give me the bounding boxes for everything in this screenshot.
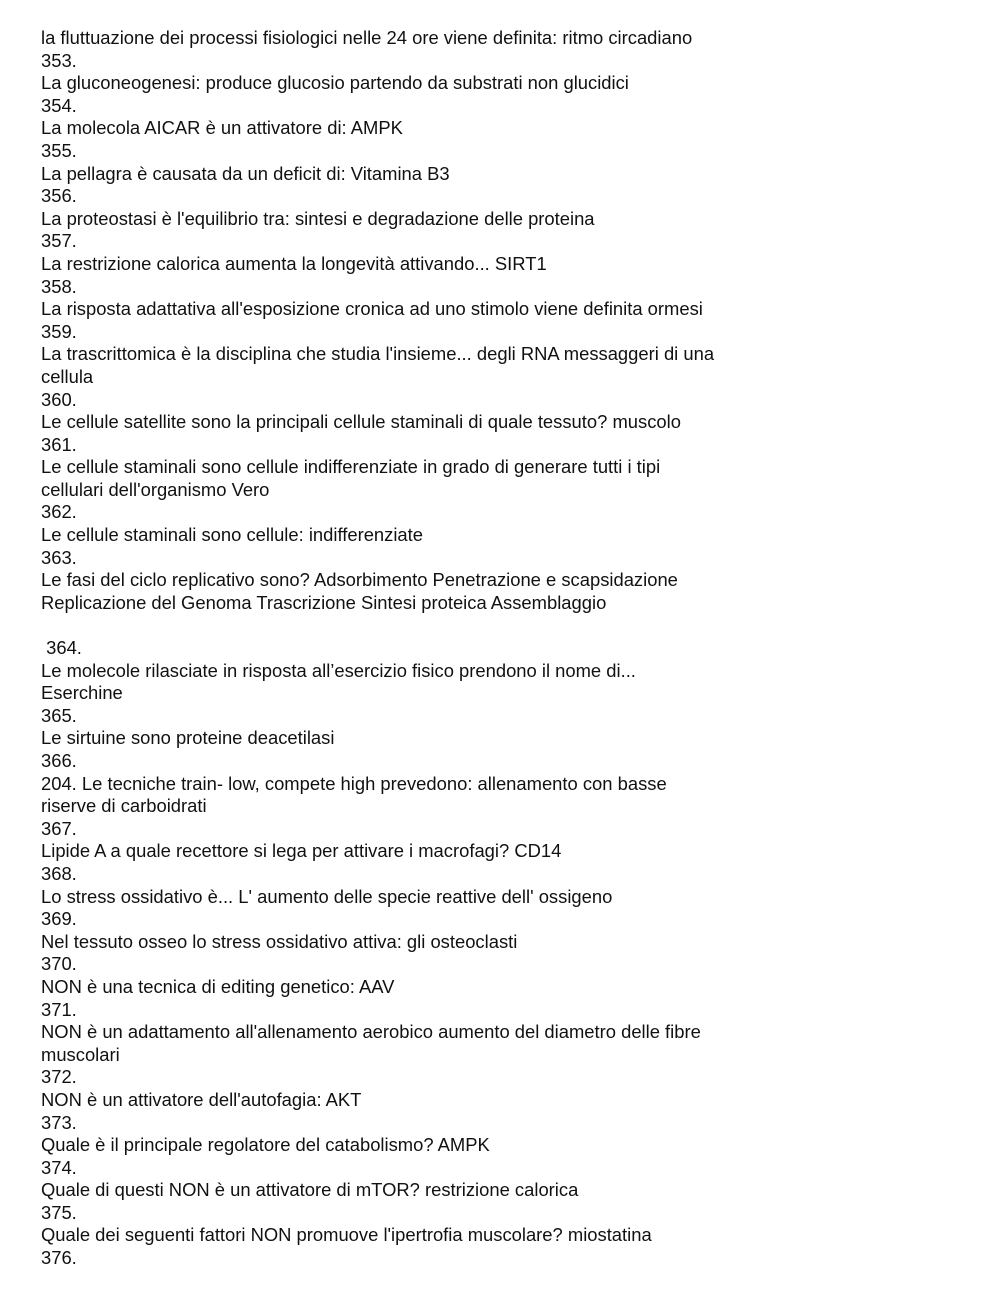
text-line: Le cellule staminali sono cellule indifferenziate in grado di generare tutti i tipi: [41, 456, 661, 478]
text-line: 366.: [41, 750, 77, 771]
text-line: 362.: [41, 501, 77, 523]
text-line: Eserchine: [41, 682, 123, 704]
text-line: La molecola AICAR è un attivatore di: AMPK: [41, 117, 403, 139]
text-line: 353.: [41, 49, 77, 71]
text-line: 204. Le tecniche train- low, compete high prevedono: allenamento con basse: [41, 772, 667, 794]
text-line: Le cellule staminali sono cellule: indifferenziate: [41, 524, 424, 546]
text-line: 361.: [41, 433, 77, 455]
text-line: la fluttuazione dei processi fisiologici nelle 24 ore viene definita: ritmo circadiano: [41, 27, 693, 48]
text-line: Quale di questi NON è un attivatore di mTOR? restrizione calorica: [41, 1179, 579, 1201]
text-line: cellula: [41, 365, 94, 387]
text-line: 365.: [41, 704, 77, 726]
text-line: 363.: [41, 546, 77, 568]
text-line: La trascrittomica è la disciplina che studia l'insieme... degli RNA messaggeri di una: [41, 343, 715, 365]
text-line: NON è un adattamento all'allenamento aerobico aumento del diametro delle fibre: [41, 1021, 701, 1043]
text-line: riserve di carboidrati: [41, 795, 207, 817]
text-line: 371.: [41, 998, 77, 1020]
text-line: Lipide A a quale recettore si lega per attivare i macrofagi? CD14: [41, 840, 562, 862]
text-line: 354.: [41, 94, 77, 116]
text-line: NON è un attivatore dell'autofagia: AKT: [41, 1088, 362, 1110]
text-line: muscolari: [41, 1043, 120, 1065]
text-line: Le cellule satellite sono la principali cellule staminali di quale tessuto? muscolo: [41, 411, 681, 433]
text-line: Lo stress ossidativo è... L' aumento delle specie reattive dell' ossigeno: [41, 885, 613, 907]
text-line: 374.: [41, 1156, 77, 1178]
text-line: 376.: [41, 1247, 77, 1269]
text-line: 375.: [41, 1201, 77, 1223]
text-line: Le sirtuine sono proteine deacetilasi: [41, 727, 335, 749]
text-line: Le molecole rilasciate in risposta all’esercizio fisico prendono il nome di...: [41, 659, 636, 681]
text-line: 359.: [41, 320, 77, 342]
text-line: 373.: [41, 1111, 77, 1133]
text-line: La restrizione calorica aumenta la longevità attivando... SIRT1: [41, 252, 547, 274]
text-line: 356.: [41, 185, 77, 207]
text-line: 355.: [41, 139, 77, 161]
text-line: 367.: [41, 817, 77, 839]
text-line: La pellagra è causata da un deficit di: Vitamina B3: [41, 162, 450, 184]
text-line: Le fasi del ciclo replicativo sono? Adsorbimento Penetrazione e scapsidazione: [41, 569, 678, 591]
text-line: 357.: [41, 230, 77, 252]
document-page: [41, 27, 801, 1270]
text-line: 358.: [41, 275, 77, 297]
text-line: 360.: [41, 388, 77, 410]
text-line: 369.: [41, 908, 77, 930]
text-line: 364.: [41, 637, 82, 659]
text-line: 368.: [41, 862, 77, 884]
text-line: 370.: [41, 953, 77, 975]
text-line: Quale è il principale regolatore del catabolismo? AMPK: [41, 1134, 490, 1156]
text-line: Nel tessuto osseo lo stress ossidativo attiva: gli osteoclasti: [41, 930, 518, 952]
text-line: La gluconeogenesi: produce glucosio partendo da substrati non glucidici: [41, 72, 629, 94]
text-line: La proteostasi è l'equilibrio tra: sintesi e degradazione delle proteina: [41, 207, 595, 229]
text-line: NON è una tecnica di editing genetico: AAV: [41, 975, 395, 997]
text-line: La risposta adattativa all'esposizione cronica ad uno stimolo viene definita ormesi: [41, 298, 703, 320]
text-line: cellulari dell'organismo Vero: [41, 478, 270, 500]
text-line: Replicazione del Genoma Trascrizione Sintesi proteica Assemblaggio: [41, 591, 607, 613]
text-line: [41, 614, 801, 637]
text-line: Quale dei seguenti fattori NON promuove l'ipertrofia muscolare? miostatina: [41, 1224, 652, 1246]
text-line: 372.: [41, 1066, 77, 1088]
